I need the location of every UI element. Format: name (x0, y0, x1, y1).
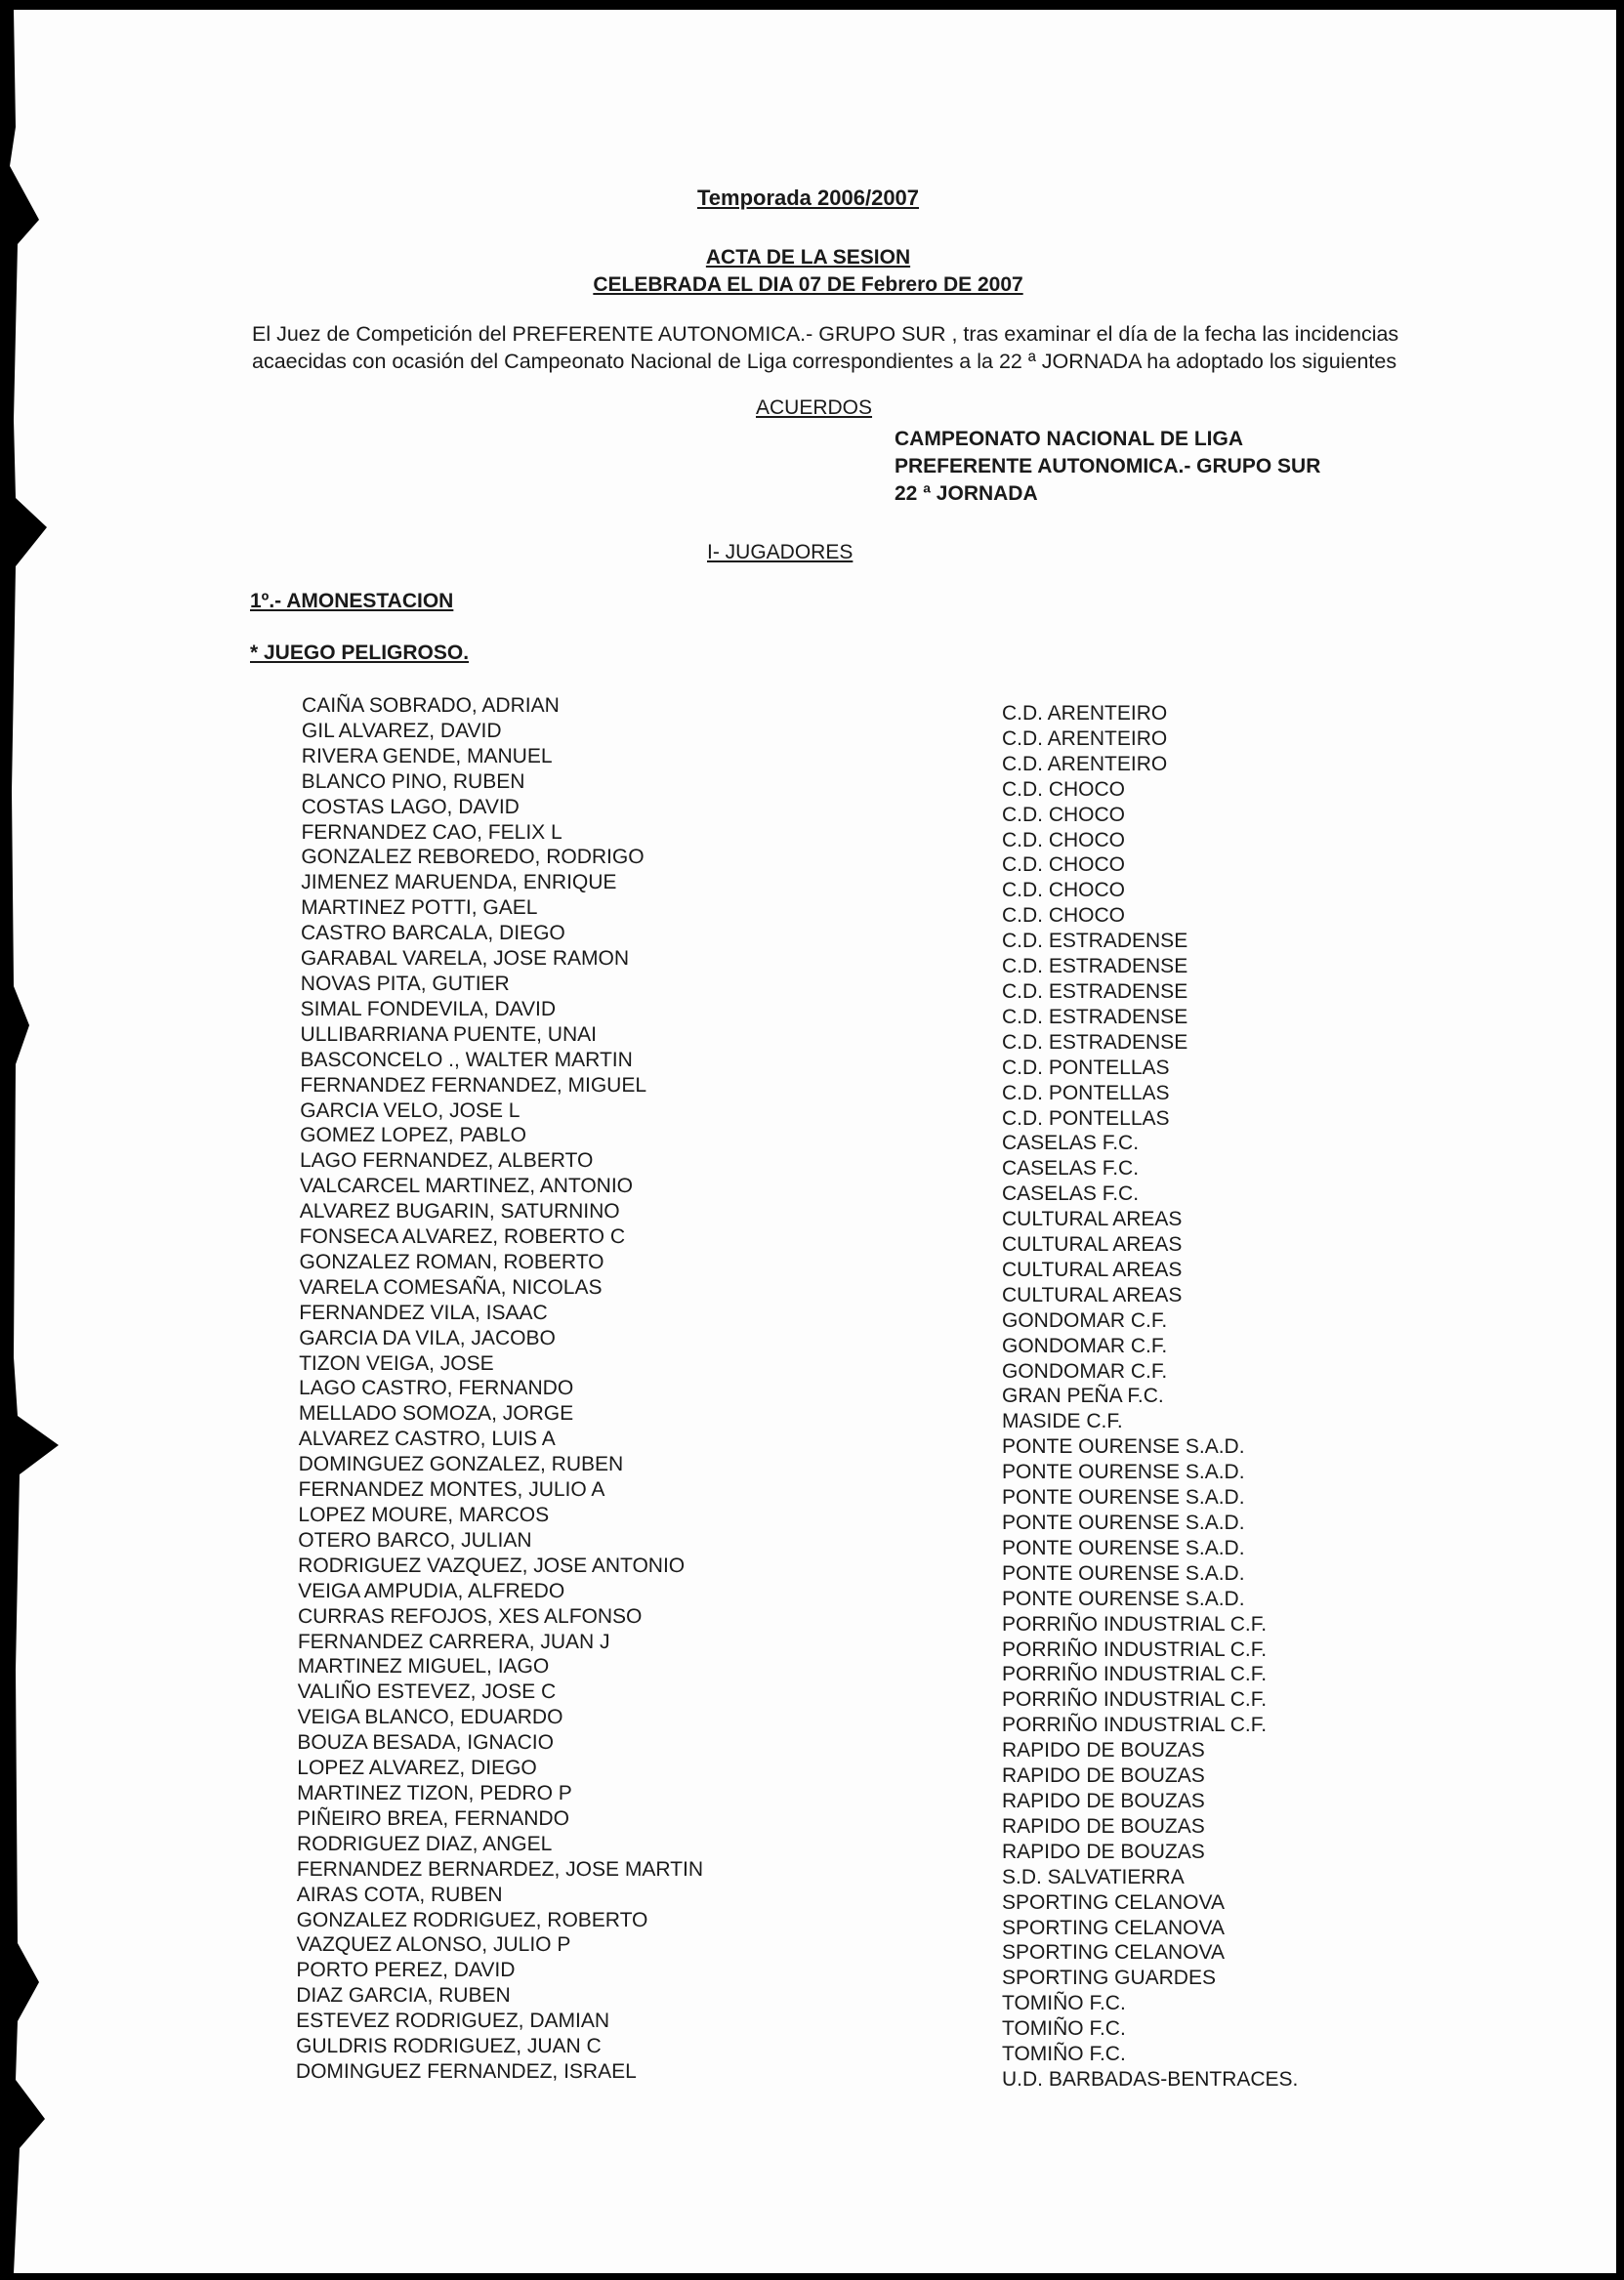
player-name: AIRAS COTA, RUBEN (296, 1883, 503, 1906)
player-club: C.D. PONTELLAS (1002, 1056, 1170, 1079)
player-name: VALIÑO ESTEVEZ, JOSE C (297, 1680, 557, 1704)
player-club: C.D. CHOCO (1002, 803, 1125, 826)
player-name: LOPEZ ALVAREZ, DIEGO (297, 1757, 537, 1780)
player-names-list (296, 693, 708, 2085)
player-name: DIAZ GARCIA, RUBEN (296, 1984, 511, 2008)
acta-line-2: CELEBRADA EL DIA 07 DE Febrero DE 2007 (593, 273, 1023, 296)
player-club: GONDOMAR C.F. (1002, 1308, 1168, 1332)
player-name: DOMINGUEZ GONZALEZ, RUBEN (298, 1453, 624, 1476)
competition-line-2: PREFERENTE AUTONOMICA.- GRUPO SUR (895, 455, 1321, 477)
player-name: BOUZA BESADA, IGNACIO (297, 1731, 555, 1755)
player-club: CASELAS F.C. (1002, 1132, 1140, 1155)
player-club: CULTURAL AREAS (1002, 1258, 1183, 1281)
player-club: C.D. ESTRADENSE (1002, 930, 1188, 953)
player-club: C.D. ARENTEIRO (1002, 752, 1168, 775)
player-club: MASIDE C.F. (1002, 1410, 1123, 1433)
player-clubs-list (1002, 701, 1298, 2093)
player-name: DOMINGUEZ FERNANDEZ, ISRAEL (295, 2059, 637, 2083)
competition-line-3: 22 ª JORNADA (895, 482, 1038, 505)
player-club: PORRIÑO INDUSTRIAL C.F. (1002, 1637, 1268, 1661)
player-club: CULTURAL AREAS (1002, 1283, 1183, 1306)
player-name: BASCONCELO ., WALTER MARTIN (300, 1048, 633, 1071)
player-name: FERNANDEZ FERNANDEZ, MIGUEL (300, 1073, 647, 1097)
player-club: C.D. CHOCO (1002, 828, 1125, 851)
player-club: CASELAS F.C. (1002, 1157, 1140, 1181)
player-name: CURRAS REFOJOS, XES ALFONSO (297, 1604, 643, 1628)
player-club: TOMIÑO F.C. (1002, 2043, 1126, 2066)
player-name: ALVAREZ BUGARIN, SATURNINO (299, 1200, 620, 1223)
acta-line-1: ACTA DE LA SESION (705, 246, 911, 269)
player-name: GONZALEZ RODRIGUEZ, ROBERTO (296, 1908, 648, 1931)
player-name: VARELA COMESAÑA, NICOLAS (299, 1275, 603, 1299)
player-name: FERNANDEZ CAO, FELIX L (301, 820, 562, 844)
player-club: PORRIÑO INDUSTRIAL C.F. (1002, 1663, 1268, 1686)
player-name: GARABAL VARELA, JOSE RAMON (300, 947, 630, 971)
player-club: PONTE OURENSE S.A.D. (1002, 1512, 1245, 1534)
section-title: I- JUGADORES (707, 541, 854, 563)
player-name: OTERO BARCO, JULIAN (298, 1528, 532, 1552)
player-club: RAPIDO DE BOUZAS (1002, 1814, 1205, 1838)
player-club: CASELAS F.C. (1002, 1182, 1140, 1206)
intro-line-1: El Juez de Competición del PREFERENTE AUTONOMICA.- GRUPO SUR , tras examinar el día de la fecha las incidencias (252, 322, 1399, 346)
player-club: CULTURAL AREAS (1002, 1208, 1183, 1231)
player-name: GULDRIS RODRIGUEZ, JUAN C (296, 2035, 602, 2058)
player-club: C.D. PONTELLAS (1002, 1106, 1170, 1130)
player-club: RAPIDO DE BOUZAS (1002, 1840, 1205, 1863)
player-name: RODRIGUEZ DIAZ, ANGEL (296, 1832, 553, 1855)
player-club: C.D. ARENTEIRO (1002, 726, 1168, 750)
player-club: PONTE OURENSE S.A.D. (1002, 1461, 1245, 1484)
player-club: SPORTING CELANOVA (1002, 1916, 1225, 1939)
player-club: GONDOMAR C.F. (1002, 1334, 1168, 1357)
competition-heading (895, 426, 1320, 508)
player-name: CAIÑA SOBRADO, ADRIAN (302, 694, 560, 717)
player-name: PIÑEIRO BREA, FERNANDO (297, 1806, 570, 1830)
player-club: S.D. SALVATIERRA (1002, 1865, 1185, 1888)
player-club: C.D. CHOCO (1002, 777, 1125, 801)
player-name: MELLADO SOMOZA, JORGE (298, 1402, 574, 1426)
player-club: SPORTING CELANOVA (1002, 1890, 1225, 1914)
player-name: VALCARCEL MARTINEZ, ANTONIO (299, 1175, 634, 1198)
season-title: Temporada 2006/2007 (696, 186, 920, 210)
player-club: SPORTING GUARDES (1002, 1967, 1216, 1990)
player-name: GARCIA DA VILA, JACOBO (299, 1326, 556, 1349)
player-name: LAGO CASTRO, FERNANDO (298, 1377, 574, 1400)
acta-title (0, 244, 1616, 299)
player-name: LOPEZ MOURE, MARCOS (298, 1504, 550, 1526)
player-name: GONZALEZ ROMAN, ROBERTO (299, 1250, 604, 1273)
player-name: FERNANDEZ MONTES, JULIO A (298, 1478, 605, 1502)
torn-left-edge (0, 10, 59, 2273)
player-club: C.D. CHOCO (1002, 853, 1125, 877)
subsection-title: 1º.- AMONESTACION (250, 590, 454, 612)
player-club: PORRIÑO INDUSTRIAL C.F. (1002, 1714, 1268, 1737)
player-club: RAPIDO DE BOUZAS (1002, 1764, 1205, 1788)
player-name: FERNANDEZ CARRERA, JUAN J (297, 1630, 610, 1653)
player-name: ULLIBARRIANA PUENTE, UNAI (300, 1022, 598, 1046)
player-name: RIVERA GENDE, MANUEL (301, 744, 553, 767)
player-club: PORRIÑO INDUSTRIAL C.F. (1002, 1612, 1268, 1636)
player-name: LAGO FERNANDEZ, ALBERTO (299, 1149, 594, 1173)
player-club: RAPIDO DE BOUZAS (1002, 1739, 1205, 1762)
player-club: GONDOMAR C.F. (1002, 1359, 1168, 1383)
player-name: VEIGA BLANCO, EDUARDO (297, 1706, 563, 1729)
player-name: FERNANDEZ BERNARDEZ, JOSE MARTIN (296, 1857, 704, 1881)
player-club: C.D. ESTRADENSE (1002, 955, 1188, 978)
player-name: JIMENEZ MARUENDA, ENRIQUE (301, 871, 617, 894)
player-club: U.D. BARBADAS-BENTRACES. (1002, 2067, 1299, 2091)
player-name: ESTEVEZ RODRIGUEZ, DAMIAN (296, 2010, 610, 2033)
player-name: GIL ALVAREZ, DAVID (301, 719, 502, 742)
player-club: CULTURAL AREAS (1002, 1233, 1183, 1257)
player-name: FONSECA ALVAREZ, ROBERTO C (299, 1225, 626, 1249)
player-name: ALVAREZ CASTRO, LUIS A (298, 1428, 556, 1451)
player-name: BLANCO PINO, RUBEN (301, 769, 525, 793)
player-club: PONTE OURENSE S.A.D. (1002, 1435, 1245, 1459)
category-title: * JUEGO PELIGROSO. (250, 642, 470, 664)
player-name: MARTINEZ POTTI, GAEL (301, 896, 538, 920)
player-name: CASTRO BARCALA, DIEGO (300, 922, 565, 945)
player-name: NOVAS PITA, GUTIER (300, 972, 510, 995)
player-name: FERNANDEZ VILA, ISAAC (299, 1301, 548, 1324)
player-club: C.D. CHOCO (1002, 904, 1125, 928)
document-page (0, 10, 1616, 2273)
player-club: SPORTING CELANOVA (1002, 1941, 1225, 1965)
player-name: VAZQUEZ ALONSO, JULIO P (296, 1933, 571, 1957)
player-club: C.D. ESTRADENSE (1002, 1030, 1188, 1054)
player-name: MARTINEZ MIGUEL, IAGO (297, 1655, 550, 1679)
player-club: TOMIÑO F.C. (1002, 2017, 1126, 2041)
intro-paragraph (252, 320, 1463, 375)
player-club: TOMIÑO F.C. (1002, 1992, 1126, 2015)
player-club: C.D. PONTELLAS (1002, 1081, 1170, 1104)
player-club: PORRIÑO INDUSTRIAL C.F. (1002, 1688, 1268, 1712)
player-name: SIMAL FONDEVILA, DAVID (300, 997, 557, 1020)
player-club: RAPIDO DE BOUZAS (1002, 1789, 1205, 1812)
player-club: PONTE OURENSE S.A.D. (1002, 1587, 1245, 1610)
player-name: VEIGA AMPUDIA, ALFREDO (298, 1579, 565, 1602)
player-club: PONTE OURENSE S.A.D. (1002, 1561, 1245, 1585)
player-club: C.D. ARENTEIRO (1002, 702, 1168, 725)
player-club: GRAN PEÑA F.C. (1002, 1385, 1164, 1408)
player-name: TIZON VEIGA, JOSE (299, 1351, 494, 1375)
acuerdos-heading: ACUERDOS (756, 396, 873, 419)
competition-line-1: CAMPEONATO NACIONAL DE LIGA (895, 428, 1244, 450)
player-name: RODRIGUEZ VAZQUEZ, JOSE ANTONIO (298, 1554, 686, 1577)
player-club: PONTE OURENSE S.A.D. (1002, 1536, 1245, 1559)
player-club: PONTE OURENSE S.A.D. (1002, 1486, 1245, 1510)
player-club: C.D. CHOCO (1002, 879, 1125, 902)
intro-line-2: acaecidas con ocasión del Campeonato Nacional de Liga correspondientes a la 22 ª JORNADA ha adoptado los siguientes (252, 350, 1397, 373)
player-name: GONZALEZ REBOREDO, RODRIGO (301, 846, 645, 869)
player-name: GOMEZ LOPEZ, PABLO (300, 1124, 527, 1147)
player-name: MARTINEZ TIZON, PEDRO P (297, 1781, 572, 1804)
player-name: COSTAS LAGO, DAVID (301, 795, 520, 818)
player-club: C.D. ESTRADENSE (1002, 1005, 1188, 1028)
player-club: C.D. ESTRADENSE (1002, 979, 1188, 1003)
player-name: GARCIA VELO, JOSE L (300, 1099, 521, 1122)
player-name: PORTO PEREZ, DAVID (296, 1959, 516, 1982)
